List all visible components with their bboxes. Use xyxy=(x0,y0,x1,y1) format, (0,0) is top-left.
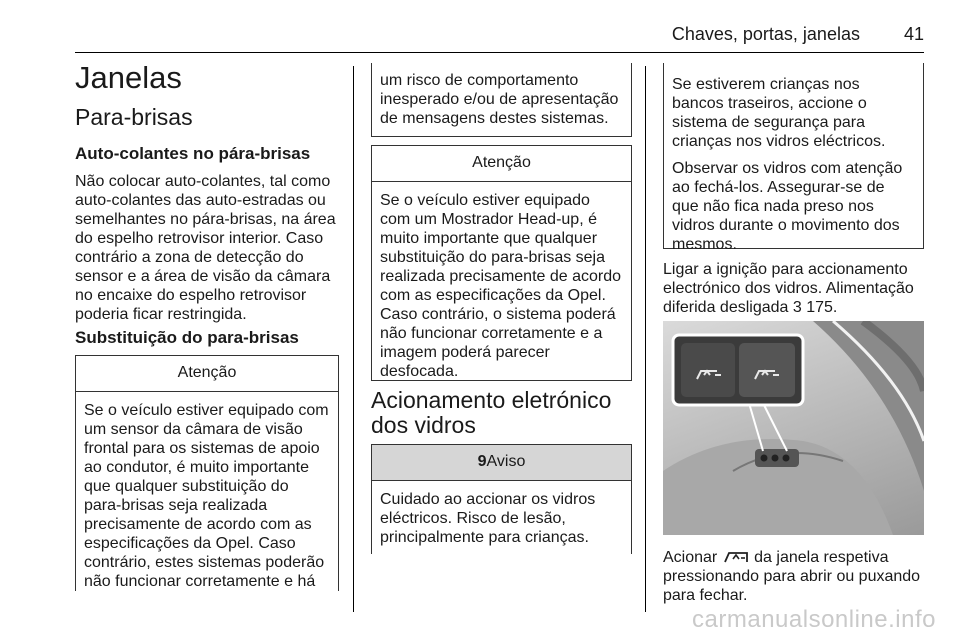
notice-box-camera xyxy=(75,355,339,591)
notice-body: Se o veículo estiver equipado com um sensor da câmara de visão frontal para os sistemas de apoio ao condutor, é muito importante que qualquer substituição do para-brisas seja realizada precisamente de acordo com as especificações da Opel. Caso contrário, estes sistemas poderão não funcionar corretamente e há xyxy=(84,402,329,590)
reference-arrow-icon: 3 xyxy=(792,299,802,316)
page-number: 41 xyxy=(903,24,924,44)
notice-body: Se o veículo estiver equipado com um Mostrador Head-up, é muito importante que qualquer substituição do para-brisas seja realizada precisamente de acordo com as especificações da Opel. Caso contrário, o sistema poderá não funcionar corretamente e a imagem poderá parecer desfocada. xyxy=(380,192,622,380)
warning-continued-p1: Se estiverem crianças nos bancos traseiros, accione o sistema de segurança para crianças nos vidros eléctricos. xyxy=(672,76,886,150)
warning-continued-p2: Observar os vidros com atenção ao fechá-los. Assegurar-se de que não fica nada preso nos vidros durante o movimento dos mesmos. xyxy=(672,160,903,253)
warning-body: Cuidado ao accionar os vidros eléctricos. Risco de lesão, principalmente para crianças. xyxy=(380,491,596,546)
heading-para-brisas: Para-brisas xyxy=(75,104,193,130)
notice-title: Atenção xyxy=(372,146,631,182)
page-header xyxy=(672,24,924,45)
notice-box-headup xyxy=(371,145,632,381)
window-switch-photo xyxy=(663,321,924,535)
warning-triangle-icon: 9 xyxy=(477,453,487,470)
reference-page: 175. xyxy=(806,299,838,316)
warning-title: Aviso xyxy=(486,453,526,470)
column-divider-2 xyxy=(645,66,646,612)
warning-box xyxy=(371,444,632,554)
section-title: Chaves, portas, janelas xyxy=(671,24,860,44)
ignicao-text: Ligar a ignição para accionamento electrónico dos vidros. Alimentação diferida desligada xyxy=(663,261,914,316)
notice-continued-text: um risco de comportamento inesperado e/ou de apresentação de mensagens destes sistemas. xyxy=(380,72,619,127)
heading-acionamento: Acionamento eletrónico dos vidros xyxy=(371,387,612,438)
warning-box-continued xyxy=(663,63,924,253)
window-switch-icon xyxy=(722,550,750,564)
heading-auto-colantes: Auto-colantes no pára-brisas xyxy=(75,144,311,163)
window-switch-illustration xyxy=(663,321,924,535)
column-divider-1 xyxy=(353,66,354,612)
paragraph-ignicao xyxy=(663,260,925,317)
watermark: carmanualsonline.info xyxy=(692,606,936,633)
heading-janelas: Janelas xyxy=(75,60,182,95)
header-rule xyxy=(75,52,924,53)
notice-box-continued xyxy=(371,63,632,137)
heading-substituicao: Substituição do para-brisas xyxy=(75,328,299,347)
paragraph-acionar xyxy=(663,548,925,605)
paragraph-auto-colantes: Não colocar auto-colantes, tal como auto-colantes das auto-estradas ou semelhantes no pára-brisas, na área do espelho retrovisor interior. Caso contrário a zona de detecção do sensor e a área de visão da câmara no encaixe do espelho retrovisor poderia ficar restringida. xyxy=(75,173,336,323)
warning-title-bar xyxy=(372,445,631,481)
acionar-text-pre: Acionar xyxy=(663,549,718,566)
acionar-text-post: da janela respetiva pressionando para abrir ou puxando para fechar. xyxy=(663,549,921,604)
notice-title: Atenção xyxy=(76,356,338,392)
